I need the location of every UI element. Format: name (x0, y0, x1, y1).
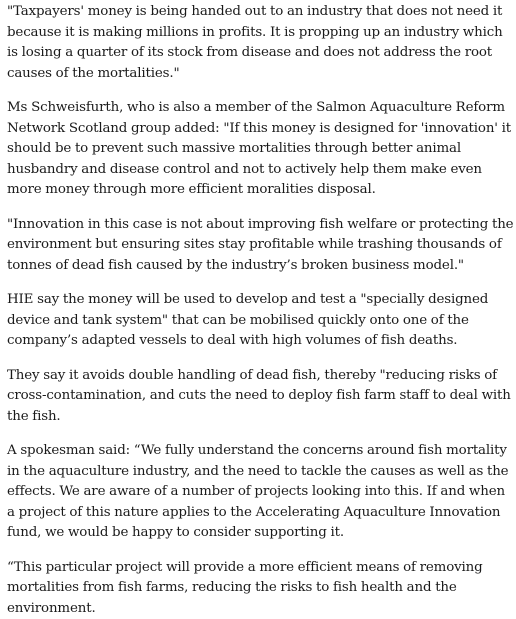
article-paragraph-5: They say it avoids double handling of dead fish, thereby "reducing risks of cross-contamination, and cuts the need to deploy fish farm staff to deal with the fish. (7, 366, 516, 428)
article-paragraph-1: "Taxpayers' money is being handed out to an industry that does not need it because it is making millions in profits. It is propping up an industry which is losing a quarter of its stock from disease and does not address the root causes of the mortalities." (7, 2, 516, 84)
article-body (0, 2, 516, 619)
article-paragraph-4: HIE say the money will be used to develop and test a "specially designed device and tank system" that can be mobilised quickly onto one of the company’s adapted vessels to deal with high volumes of fish deaths. (7, 290, 516, 352)
article-paragraph-3: "Innovation in this case is not about improving fish welfare or protecting the environment but ensuring sites stay profitable while trashing thousands of tonnes of dead fish caused by the industry’s broken business model." (7, 215, 516, 277)
article-paragraph-6: A spokesman said: “We fully understand the concerns around fish mortality in the aquaculture industry, and the need to tackle the causes as well as the effects. We are aware of a number of projects looking into this. If and when a project of this nature applies to the Accelerating Aquaculture Innovation fund, we would be happy to consider supporting it. (7, 441, 516, 544)
article-paragraph-2: Ms Schweisfurth, who is also a member of the Salmon Aquaculture Reform Network Scotland group added: "If this money is designed for 'innovation' it should be to prevent such massive mortalities through better animal husbandry and disease control and not to actively help them make even more money through more efficient moralities disposal. (7, 98, 516, 201)
article-paragraph-7: “This particular project will provide a more efficient means of removing mortalities from fish farms, reducing the risks to fish health and the environment. (7, 558, 516, 619)
